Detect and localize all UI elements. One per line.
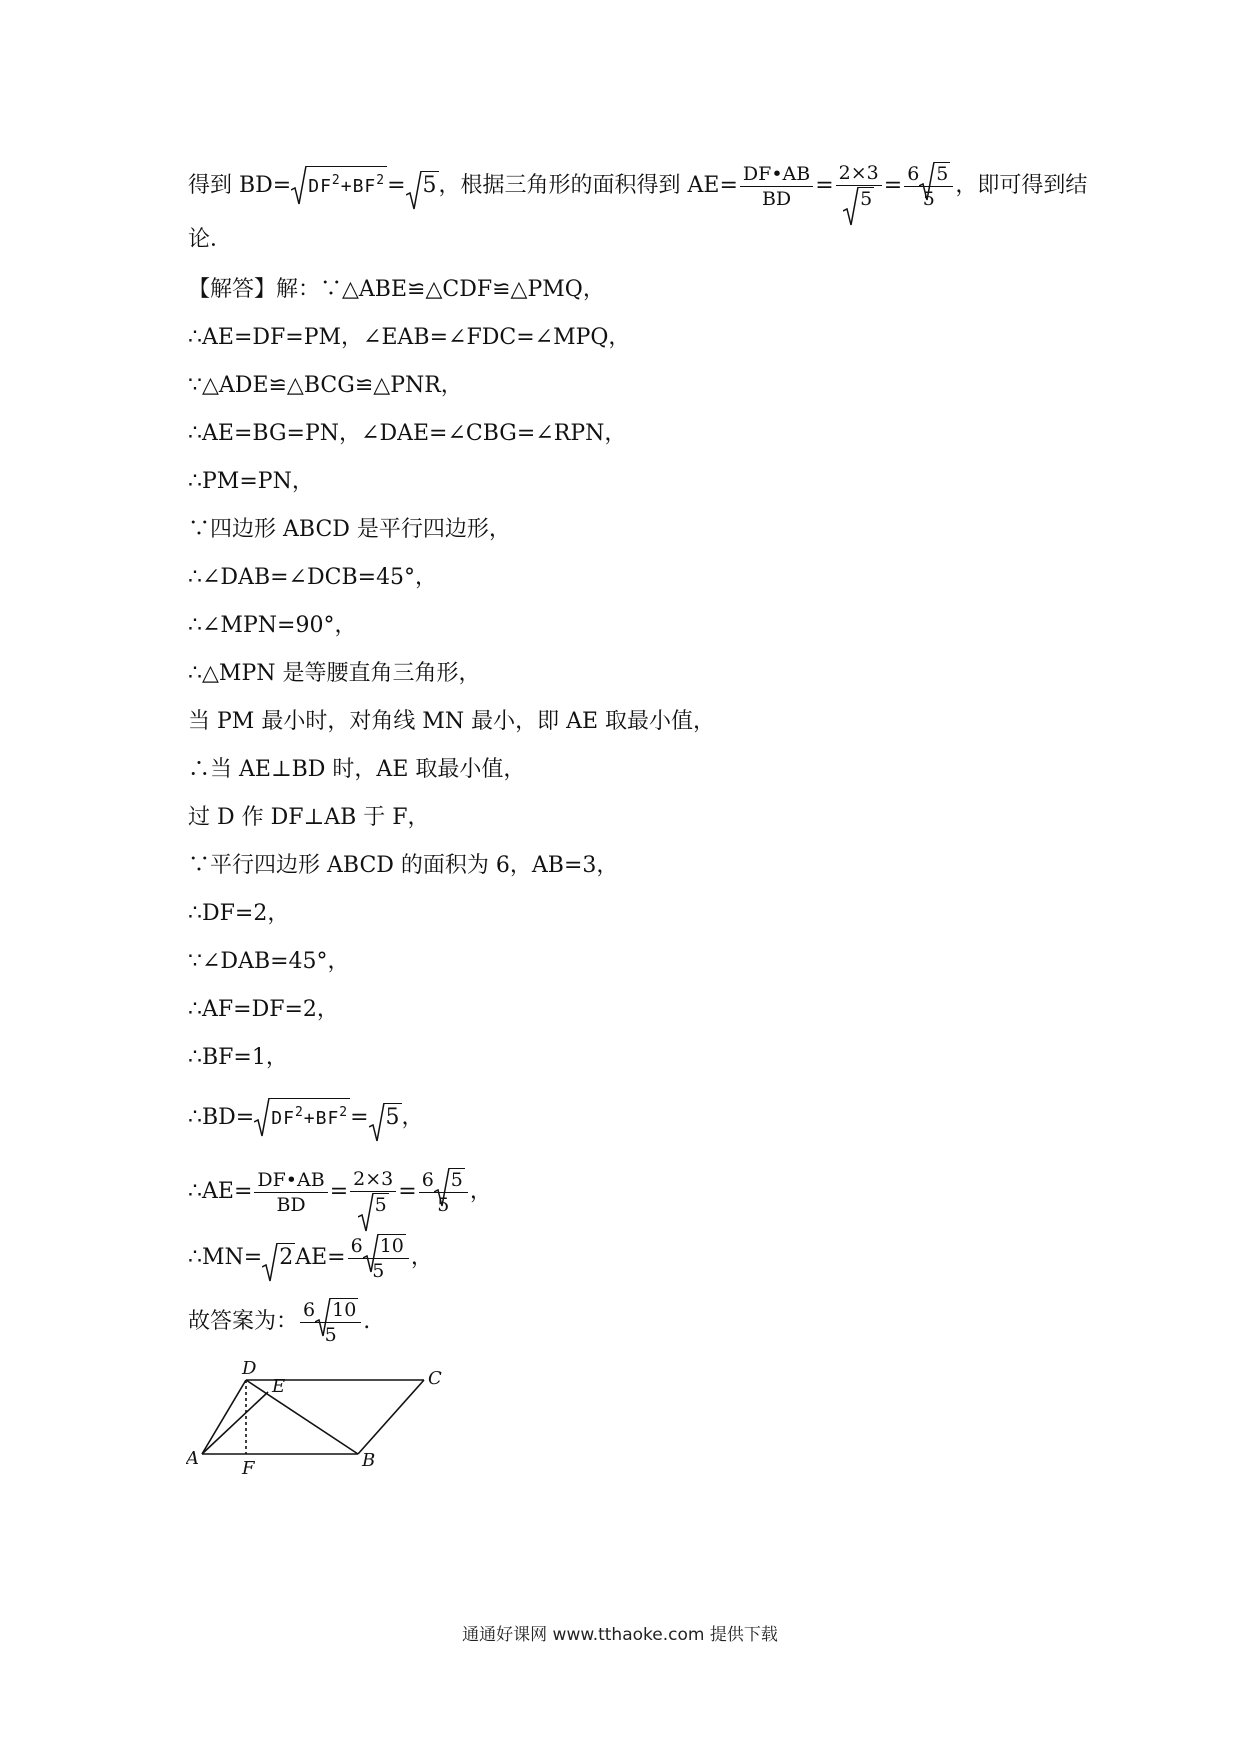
text: BD [761,187,792,210]
intro-line-1: 得到 BD= $DF^2+BF^2=$ 5，根据三角形的面积得到 AE= $\frac{DF•AB}{BD}$ = $\frac{2\times 3}{5}$ = 6 5 5 ，即可得到结 [188,162,1087,210]
text: 5 [922,188,935,210]
footer-text: 通通好课网 www.tthaoke.com 提供下载 [462,1625,778,1645]
label-F: F [242,1458,255,1479]
solution-line: ∴∠MPN=90°， [188,613,357,638]
text: 2 [294,1105,304,1120]
solution-line: ∵四边形 ABCD 是平行四边形， [188,517,511,542]
text: = [350,1105,369,1130]
text: AE= [295,1245,346,1270]
mn-line [188,1234,433,1282]
text: 5 [385,1105,400,1130]
text: 5 [936,163,949,185]
text: 5 [437,1194,450,1216]
fraction [348,1234,409,1282]
fraction [350,1168,396,1216]
solution-line: ∴AE=DF=PM，∠EAB=∠FDC=∠MPQ， [188,325,631,350]
text: DF [308,176,332,197]
solution-line: ∴BF=1， [188,1045,288,1070]
text: ∴MN= [188,1245,263,1270]
text: 得到 BD= [188,173,292,198]
label-C: C [428,1368,442,1389]
text: 6 [303,1299,316,1321]
fraction [419,1168,468,1216]
text: 2 [339,1105,349,1120]
text: 5 [860,188,873,210]
label-E: E [272,1376,286,1397]
text: ∴BD= [188,1105,255,1130]
solution-line: ∴AE=BG=PN，∠DAE=∠CBG=∠RPN， [188,421,627,446]
text: = [387,173,406,198]
text: 2×3 [350,1168,396,1192]
text: 5 [372,1260,385,1282]
text: ，即可得到结 [955,173,1088,198]
solution-line: ∵平行四边形 ABCD 的面积为 6，AB=3， [188,853,619,878]
text: DF•AB [254,1169,327,1193]
text: 5 [374,1194,387,1216]
text: 2 [331,173,341,188]
text: 2 [279,1245,294,1270]
solution-line: 【解答】解：∵△ABE≌△CDF≌△PMQ， [188,277,605,302]
text: ， [469,1179,492,1204]
fraction [300,1298,361,1346]
text: 5 [324,1324,337,1346]
solution-line: ∴当 AE⊥BD 时，AE 取最小值， [188,757,526,782]
label-B: B [362,1450,376,1471]
sqrt-expr [262,1243,295,1272]
label-D: D [242,1358,257,1379]
text: ， [410,1245,433,1270]
text: BD [276,1193,306,1216]
intro-line-2: 论． [188,227,233,252]
text: DF [271,1108,295,1129]
fraction [836,162,882,210]
solution-line: 过 D 作 DF⊥AB 于 F， [188,805,430,830]
text: +BF [340,176,377,197]
solution-line: ∵∠DAB=45°， [188,949,350,974]
sqrt-expr [291,166,387,201]
solution-line: ∵△ADE≌△BCG≌△PNR， [188,373,463,398]
text: 2 [376,173,386,188]
fraction [254,1169,327,1216]
solution-line: ∴DF=2， [188,901,290,926]
text: ， [401,1105,424,1130]
text: ∴AE= [188,1179,253,1204]
text: 6 [907,163,920,185]
text: ，根据三角形的面积得到 AE= [438,173,738,198]
solution-line: ∴AF=DF=2， [188,997,339,1022]
sqrt-expr [406,171,439,200]
text: 故答案为： [188,1309,299,1334]
solution-line: 当 PM 最小时，对角线 MN 最小，即 AE 取最小值， [188,709,716,734]
fraction [904,162,953,210]
parallelogram-figure [186,1354,456,1484]
solution-line: ∴∠DAB=∠DCB=45°， [188,565,438,590]
text: +BF [303,1108,340,1129]
label-A: A [186,1448,199,1469]
text: 2×3 [836,162,882,186]
solution-line: ∴△MPN 是等腰直角三角形， [188,661,481,686]
text: 6 [421,1169,434,1191]
text: . [363,1309,371,1334]
text: 6 [350,1235,363,1257]
text: DF•AB [740,163,813,187]
sqrt-expr [254,1098,350,1133]
sqrt-expr [369,1103,402,1132]
text: 10 [332,1299,357,1321]
text: 10 [379,1235,404,1257]
bd-line [188,1098,424,1133]
text: 5 [422,173,437,198]
fraction [740,163,813,210]
answer-line [188,1298,370,1346]
ae-line: ∴AE= $\frac{DF•AB}{BD}$ = $\frac{2\times 3}{5}$ = 6 5 5 ， [188,1168,492,1216]
text: 5 [450,1169,463,1191]
solution-line: ∴PM=PN， [188,469,314,494]
